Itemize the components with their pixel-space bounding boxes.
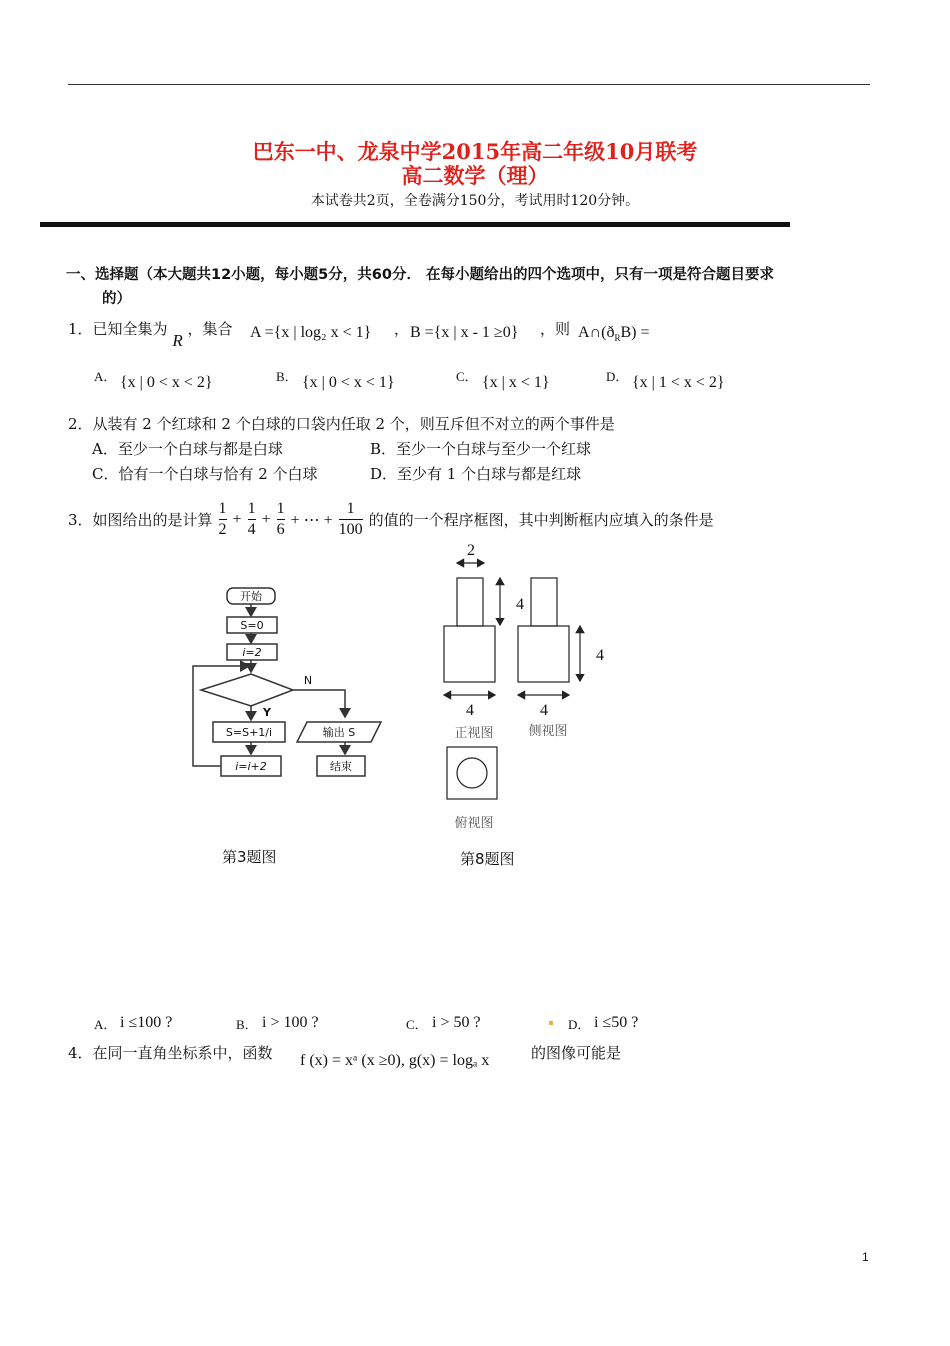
- flow-s0-label: S=0: [240, 619, 264, 632]
- q1-option-d: {x | 1 < x < 2}: [632, 374, 725, 391]
- q3-option-a: i ≤100 ?: [120, 1014, 173, 1031]
- flow-start-label: 开始: [240, 590, 262, 603]
- q2-option-c: C．恰有一个白球与恰有 2 个白球: [92, 465, 318, 483]
- q3-plus-1: +: [232, 510, 242, 528]
- q1-option-d-label: D．: [606, 369, 629, 384]
- top-rule: [68, 84, 870, 85]
- front-view-base: [444, 626, 495, 682]
- q2-option-b: B．至少一个白球与至少一个红球: [370, 440, 592, 458]
- flow-decision-diamond: [201, 674, 293, 706]
- q2-stem: 2．从装有 2 个红球和 2 个白球的口袋内任取 2 个，则互斥但不对立的两个事件是: [68, 415, 615, 433]
- top-view-circle: [457, 758, 487, 788]
- q3-frac-4-den: 100: [338, 521, 363, 538]
- page-number: 1: [862, 1250, 869, 1264]
- side-view-top-block: [531, 578, 557, 626]
- q1-option-a: {x | 0 < x < 2}: [120, 374, 213, 391]
- flow-no-label: N: [303, 674, 313, 687]
- q3-suffix: 的值的一个程序框图，其中判断框内应填入的条件是: [368, 511, 714, 529]
- q1-expr-main: A∩(ð: [578, 324, 615, 341]
- q1-expr-sub: R: [614, 333, 621, 344]
- top-view-square: [447, 747, 497, 799]
- q3-frac-1: [219, 500, 227, 539]
- flow-update-i-label: i=i+2: [235, 760, 267, 773]
- front-view-label: 正视图: [454, 726, 494, 741]
- q1-mid: ，集合: [187, 320, 233, 338]
- q3-plus-2: +: [261, 510, 271, 528]
- flowchart-figure: [185, 580, 400, 795]
- q3-frac-2: [248, 500, 256, 539]
- q1-option-b-label: B．: [276, 369, 298, 384]
- dim-side-base-height: 4: [596, 647, 604, 664]
- q1-then: ，则: [540, 320, 571, 338]
- side-view-label: 侧视图: [528, 724, 568, 739]
- header-divider: [40, 222, 790, 227]
- q4-suffix: 的图像可能是: [531, 1044, 622, 1062]
- q3-frac-2-num: 1: [247, 500, 256, 517]
- exam-info: 本试卷共2页，全卷满分150分，考试用时120分钟。: [310, 193, 640, 209]
- q1-expression: [578, 324, 649, 343]
- flow-update-s-label: S=S+1/i: [225, 726, 273, 739]
- flow-yes-label: Y: [263, 706, 271, 719]
- q3-stem: [68, 500, 714, 539]
- dim-front-top-height: 4: [516, 596, 524, 613]
- flow-i2-label: i=2: [242, 646, 262, 659]
- exam-title: 巴东一中、龙泉中学2015年高二年级10月联考: [252, 139, 698, 164]
- three-views-figure: [430, 535, 620, 835]
- q3-option-d: i ≤50 ?: [594, 1014, 639, 1031]
- q3-frac-3-den: 6: [276, 521, 285, 538]
- exam-subtitle: 高二数学（理）: [401, 163, 549, 188]
- section-heading: [66, 263, 886, 311]
- q3-option-c: i > 50 ?: [432, 1014, 481, 1031]
- q3-frac-4-num: 1: [346, 500, 355, 517]
- q3-frac-1-num: 1: [218, 500, 227, 517]
- dim-side-width: 4: [540, 702, 548, 719]
- flow-end-label: 结束: [330, 760, 352, 773]
- dim-front-width: 4: [466, 702, 474, 719]
- front-view-top-block: [457, 578, 483, 626]
- q1-expr-tail: B) =: [620, 324, 650, 341]
- q3-option-b-label: B．: [236, 1017, 258, 1032]
- section-heading-line2: 的）: [102, 291, 131, 307]
- q4-function: f (x) = xᵃ (x ≥0), g(x) = logₐ x: [300, 1052, 490, 1069]
- q1-option-b: {x | 0 < x < 1}: [302, 374, 395, 391]
- q1-stem: [68, 318, 233, 350]
- q3-frac-3-num: 1: [276, 500, 285, 517]
- q3-frac-2-den: 4: [247, 521, 256, 538]
- q3-option-d-label: D．: [568, 1017, 591, 1032]
- stray-dot: [549, 1021, 553, 1025]
- q1-option-c: {x | x < 1}: [482, 374, 550, 391]
- top-view-label: 俯视图: [454, 816, 494, 831]
- q3-frac-4: [339, 500, 363, 539]
- dim-top-width: 2: [467, 542, 475, 559]
- q3-dots: + ⋯ +: [290, 511, 333, 529]
- q3-option-a-label: A．: [94, 1017, 117, 1032]
- q2-option-a: A．至少一个白球与都是白球: [92, 440, 283, 458]
- q1-set-b: B ={x | x - 1 ≥0}: [410, 324, 519, 341]
- section-heading-line1: 一、选择题（本大题共12小题，每小题5分，共60分． 在每小题给出的四个选项中，只有一项是符合题目要求: [66, 267, 774, 283]
- q3-frac-3: [277, 500, 285, 539]
- q3-option-c-label: C．: [406, 1017, 428, 1032]
- q1-prefix: 1．已知全集为: [68, 320, 168, 338]
- flowchart-caption: 第3题图: [222, 848, 277, 866]
- q3-option-b: i > 100 ?: [262, 1014, 319, 1031]
- q1-set-a: A ={x | log₂ x < 1}: [250, 324, 372, 341]
- q1-sep: ，: [394, 320, 410, 338]
- flow-output-label: 输出 S: [322, 726, 356, 739]
- q3-frac-1-den: 2: [218, 521, 227, 538]
- side-view-base: [518, 626, 569, 682]
- q1-option-a-label: A．: [94, 369, 117, 384]
- three-views-caption: 第8题图: [460, 850, 515, 868]
- q2-option-d: D．至少有 1 个白球与都是红球: [370, 465, 582, 483]
- q1-universal-set: R: [172, 331, 183, 350]
- q3-prefix: 3．如图给出的是计算: [68, 511, 213, 529]
- q4-prefix: 4．在同一直角坐标系中，函数: [68, 1044, 273, 1062]
- q1-option-c-label: C．: [456, 369, 478, 384]
